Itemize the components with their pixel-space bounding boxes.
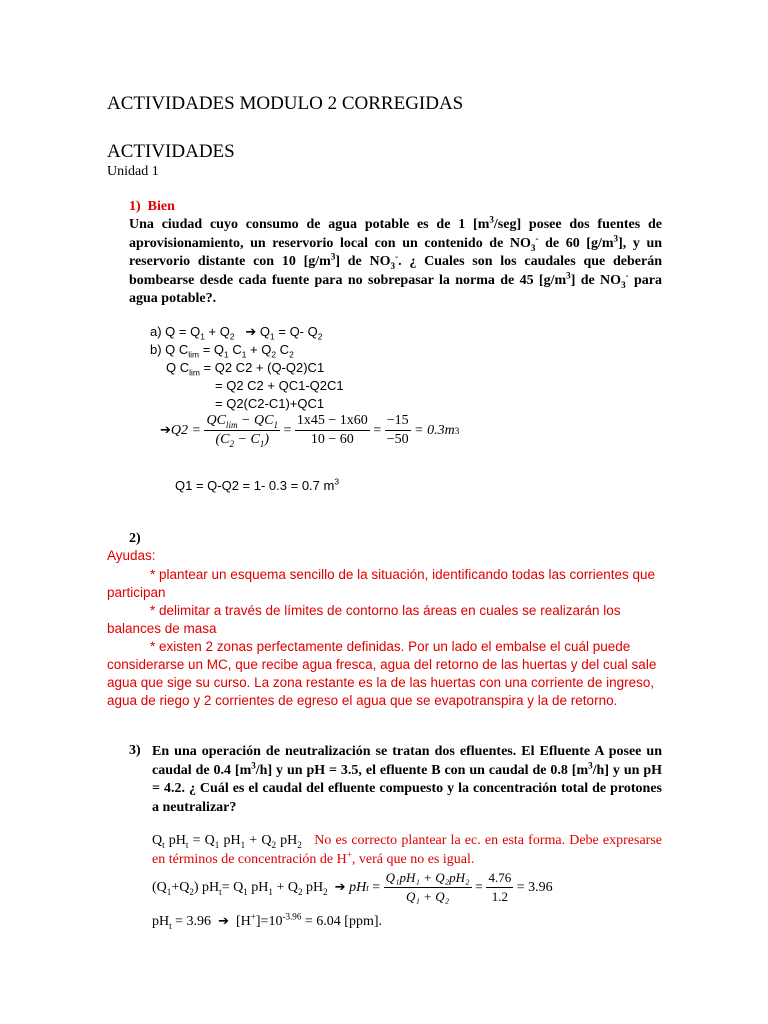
- q3-fraction-2: $\frac{4.76}{1.2}$: [488, 870, 512, 904]
- arrow-right-icon: ➔: [160, 423, 171, 438]
- q1-eq-a: a) $Q = Q_1 + Q_2$ ➔ $Q_1 = Q-$ $Q_2$: [150, 324, 323, 342]
- q1-status: Bien: [147, 199, 175, 214]
- arrow-right-icon: ➔: [245, 325, 257, 340]
- q2-hint-1: * plantear un esquema sencillo de la situación, identificando todas las corrientes que participan: [107, 567, 656, 600]
- q2-hint-2: * delimitar a través de límites de contorno las áreas en cuales se realizarán los balances de masa: [107, 603, 621, 636]
- fraction-2: $\frac{1x45 - 1x60}{10 - 60}$: [296, 413, 368, 447]
- arrow-right-icon: ➔: [218, 914, 229, 929]
- q1-eq-c: Q $C_{lim} = Q2$ C2 + (Q-Q2)C1: [166, 360, 325, 378]
- q1-statement: Una ciudad cuyo consumo de agua potable es de 1 $[m^3/seg]$ posee dos fuentes de aprovisionamiento, un reservorio local con un contenido de $NO_3^-$ de 60 $[g/m^3]$, y un reservorio distante con 10 $[g/m^3]$ de $NO_3^-$. ¿ Cuales son los caudales que deberán bombearse desde cada fuente para no sobrepasar la norma de 45 $[g/m^3]$ de $NO_3^-$ para agua potable?.: [129, 214, 663, 306]
- q3-correction-note: No es correcto plantear la ec. en esta forma. Debe expresarse en términos de concentración de H+, verá que no es igual.: [152, 833, 662, 867]
- q3-fraction-1: $\frac{\text{Q₁pH₁ + Q₂pH₂}}{\text{Q₁ + Q₂}}$: [385, 870, 470, 904]
- q3-statement: En una operación de neutralización se tratan dos efluentes. El Efluente A posee un caudal de 0.4 $[m^3/h]$ y un pH = 3.5, el efluente B con un caudal de 0.8 $[m^3/h]$ y un pH = 4.2. ¿ Cuál es el caudal del efluente compuesto y la concentración total de protones a neutralizar?: [152, 744, 663, 815]
- q2-ayudas-label: Ayudas:: [107, 548, 156, 563]
- section-heading: ACTIVIDADES: [107, 141, 235, 162]
- q3-eq2: $(Q_1+Q_2)$ $pH_t= Q_1$ $pH_1 + Q_2$ $pH_2$ ➔ pH t = $\frac{\text{Q₁pH₁ + Q₂pH₂}}{\text{Q₁ + Q₂}}$ = $\frac{4.76}{1.2}$ = 3.96: [152, 870, 553, 904]
- q1-eq-final: Q1 = Q-Q2 = 1- 0.3 = 0.7 $m^3$: [175, 476, 340, 493]
- fraction-3: $\frac{-15}{-50}$: [386, 413, 409, 447]
- unit-label: Unidad 1: [107, 164, 159, 179]
- q3-eq1: $Q_t$ $pH_t = Q_1$ $pH_1 + Q_2$ $pH_2$: [152, 833, 302, 850]
- q3-number: 3): [129, 743, 141, 758]
- arrow-right-icon: ➔: [334, 880, 346, 895]
- document-title: ACTIVIDADES MODULO 2 CORREGIDAS: [107, 93, 464, 114]
- q1-eq-d: = Q2 C2 + QC1-Q2C1: [215, 378, 344, 393]
- q1-number: 1): [129, 199, 141, 214]
- fraction-1: $\frac{QC_{lim} - QC_1}{(C_2 - C_1)}$: [206, 413, 278, 449]
- q1-eq-b: b) Q $C_{lim} = Q_1$ $C_1 + Q_2$ $C_2$: [150, 342, 294, 360]
- q1-header: [129, 199, 175, 215]
- q1-eq-e: = Q2(C2-C1)+QC1: [215, 396, 325, 411]
- q2-hint-3: * existen 2 zonas perfectamente definidas. Por un lado el embalse el cuál puede considerarse un MC, que recibe agua fresca, agua del retorno de las huertas y del cual sale agua que sige su curso. La zona restante es la de las huertas con una corriente de ingreso, agua de riego y 2 corrientes de egreso el agua que se evapotranspira y la de retorno.: [107, 639, 657, 708]
- q1-fraction-equation: ➔ Q2 = $\frac{QC_{lim} - QC_1}{(C_2 - C_1)}$ = $\frac{1x45 - 1x60}{10 - 60}$ = $\frac{-15}{-50}$ = 0.3m 3: [160, 413, 460, 449]
- q3-eq3: $pH_t = 3.96$ ➔ $[H^+]=10^{-3.96} = 6.04$ [ppm].: [152, 911, 383, 931]
- q3-eq1-with-correction: [152, 832, 662, 869]
- q2-number: 2): [129, 531, 141, 546]
